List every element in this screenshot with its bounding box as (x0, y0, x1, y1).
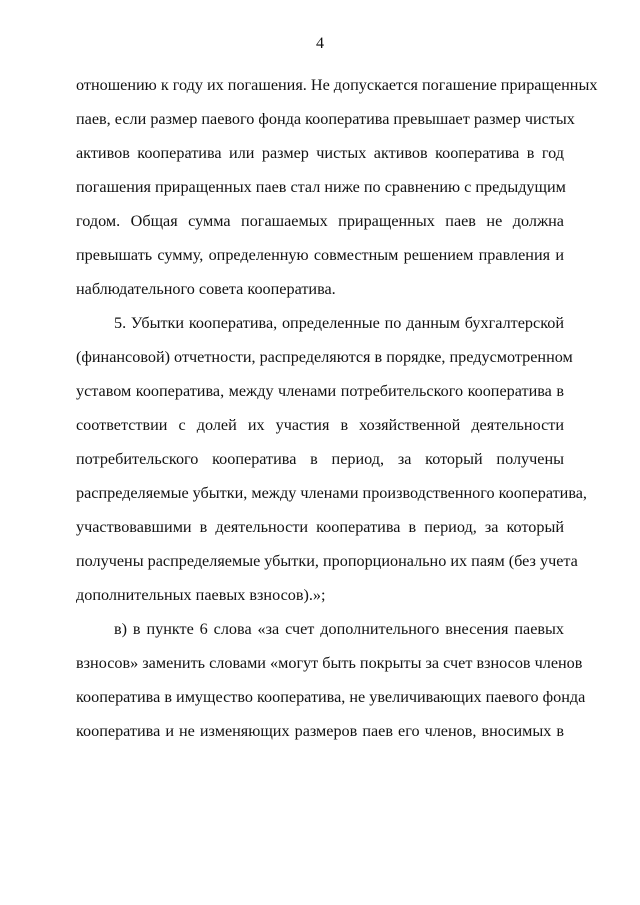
text-line: дополнительных паевых взносов).»; (76, 586, 326, 604)
text-line: соответствии с долей их участия в хозяйственной деятельности (76, 416, 564, 434)
text-line: уставом кооператива, между членами потребительского кооператива в (76, 382, 564, 400)
paragraph-continuation (76, 74, 598, 312)
text-line: взносов» заменить словами «могут быть покрыты за счет взносов членов (76, 654, 583, 672)
text-line: кооператива и не изменяющих размеров паев его членов, вносимых в (76, 722, 564, 740)
text-line: в) в пункте 6 слова «за счет дополнительного внесения паевых (114, 620, 564, 638)
text-line: годом. Общая сумма погашаемых приращенных паев не должна (76, 212, 564, 230)
text-line: наблюдательного совета кооператива. (76, 280, 336, 298)
text-line: 5. Убытки кооператива, определенные по данным бухгалтерской (114, 314, 564, 332)
text-line: получены распределяемые убытки, пропорционально их паям (без учета (76, 552, 578, 570)
text-line: (финансовой) отчетности, распределяются в порядке, предусмотренном (76, 348, 573, 366)
text-line: превышать сумму, определенную совместным решением правления и (76, 246, 564, 264)
text-line: распределяемые убытки, между членами производственного кооператива, (76, 484, 587, 502)
page-number: 4 (316, 35, 324, 52)
text-line: участвовавшими в деятельности кооператива в период, за который (76, 518, 564, 536)
text-line: кооператива в имущество кооператива, не увеличивающих паевого фонда (76, 688, 586, 706)
text-line: потребительского кооператива в период, за который получены (76, 450, 564, 468)
document-body (76, 74, 598, 754)
text-line: погашения приращенных паев стал ниже по сравнению с предыдущим (76, 178, 566, 196)
text-line: отношению к году их погашения. Не допускается погашение приращенных (76, 76, 598, 94)
text-line: паев, если размер паевого фонда кооператива превышает размер чистых (76, 110, 575, 128)
paragraph-subitem-v (76, 618, 586, 754)
paragraph-item-5 (76, 312, 587, 618)
text-line: активов кооператива или размер чистых активов кооператива в год (76, 144, 564, 162)
